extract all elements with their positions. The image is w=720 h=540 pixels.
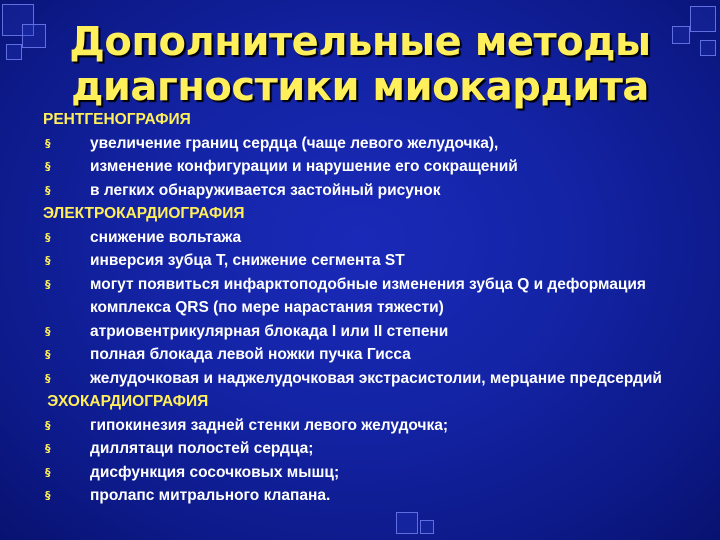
- bullet-icon: §: [45, 324, 51, 338]
- bullet-icon: §: [45, 230, 51, 244]
- title-line: Дополнительные методы: [69, 19, 651, 65]
- list-item: [43, 226, 713, 250]
- list-item-text: пролапс митрального клапана.: [90, 487, 331, 504]
- list-item-text: в легких обнаруживается застойный рисунок: [90, 181, 441, 199]
- list-item: [43, 155, 713, 179]
- list-item-text: гипокинезия задней стенки левого желудочка;: [90, 416, 449, 434]
- list-item-text: диллятаци полостей сердца;: [90, 440, 314, 457]
- list-item-text: увеличение границ сердца (чаще левого желудочка),: [90, 134, 499, 152]
- bullet-icon: §: [45, 348, 51, 361]
- section-heading: ЭХОКАРДИОГРАФИЯ: [43, 393, 209, 410]
- list-item: [43, 461, 713, 485]
- section-heading: РЕНТГЕНОГРАФИЯ: [43, 111, 191, 128]
- list-item-text: дисфункция сосочковых мышц;: [90, 463, 340, 481]
- bullet-icon: §: [45, 418, 51, 432]
- list-item: [43, 132, 713, 156]
- bullet-icon: §: [45, 371, 51, 385]
- bullet-icon: §: [45, 465, 51, 479]
- list-item: [43, 437, 713, 461]
- list-item: [43, 320, 713, 344]
- bullet-icon: §: [45, 183, 51, 197]
- list-item: [43, 367, 713, 391]
- list-item: [43, 273, 713, 320]
- bullet-icon: §: [45, 160, 51, 173]
- list-item-text: полная блокада левой ножки пучка Гисса: [90, 346, 411, 363]
- bullet-icon: §: [45, 489, 51, 502]
- list-item: [43, 179, 713, 203]
- list-item-text: инверсия зубца Т, снижение сегмента ST: [90, 252, 405, 269]
- title-line: диагностики миокардита: [71, 64, 649, 110]
- list-item: [43, 484, 713, 508]
- bullet-icon: §: [45, 254, 51, 267]
- decor-square: [420, 520, 434, 534]
- list-item-text: снижение вольтажа: [90, 228, 242, 246]
- list-item-text: могут появиться инфарктоподобные изменения зубца Q и деформация комплекса QRS (по мере нарастания тяжести): [90, 275, 646, 316]
- list-item-text: атриовентрикулярная блокада I или II степени: [90, 322, 449, 340]
- list-item-text: желудочковая и наджелудочковая экстрасистолии, мерцание предсердий: [90, 369, 662, 387]
- slide-title: [0, 20, 720, 110]
- list-item: [43, 343, 713, 367]
- list-item: [43, 249, 713, 273]
- section-heading: ЭЛЕКТРОКАРДИОГРАФИЯ: [43, 205, 245, 222]
- list-item-text: изменение конфигурации и нарушение его сокращений: [90, 158, 518, 175]
- slide-content: [43, 108, 713, 508]
- bullet-icon: §: [45, 136, 51, 150]
- bullet-icon: §: [45, 277, 51, 291]
- list-item: [43, 414, 713, 438]
- bullet-icon: §: [45, 442, 51, 455]
- decor-square: [396, 512, 418, 534]
